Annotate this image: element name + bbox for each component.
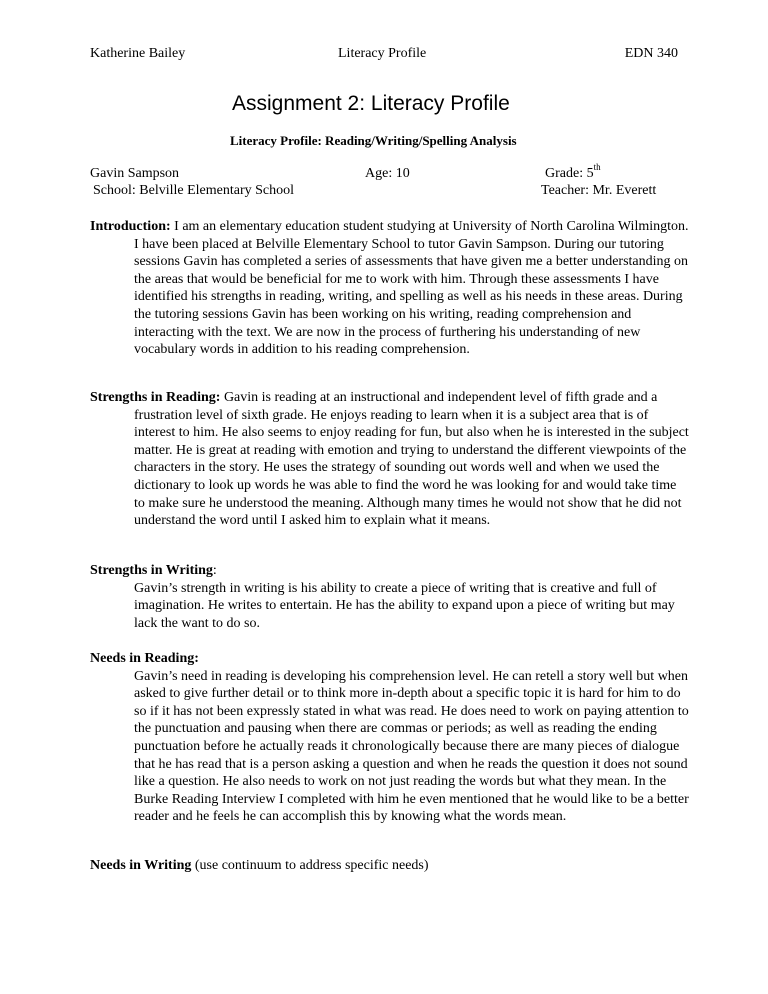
grade-suffix: th — [593, 162, 601, 173]
page-header — [90, 44, 678, 64]
profile-subtitle: Literacy Profile: Reading/Writing/Spelling Analysis — [230, 133, 517, 148]
needs-reading-text: Gavin’s need in reading is developing his comprehension level. He can retell a story well but when asked to give further detail or to think more in-depth about a specific topic it is hard for him to do so if it has not been expressly stated in what was read. He does need to work on paying attention to the punctuation and pausing when there are commas or periods; as well as reading the ending punctuation before he actually reads it chronologically because there are many pieces of dialogue that he has read that is a person asking a question and when he reads the question it does not sound like a question. He also needs to work on not just reading the words but what they mean. In the Burke Reading Interview I completed with him he even mentioned that he would like to be a better reader and he feels he can accomplish this by knowing what the words mean. — [134, 668, 689, 825]
section-needs-reading — [90, 650, 690, 826]
student-name: Gavin Sampson — [90, 166, 180, 181]
section-strengths-reading — [90, 389, 690, 530]
needs-writing-heading: Needs in Writing — [90, 858, 192, 873]
header-doc-title: Literacy Profile — [338, 46, 427, 61]
introduction-heading: Introduction: — [90, 219, 171, 234]
student-grade — [545, 162, 601, 183]
strengths-reading-text: Gavin is reading at an instructional and independent level of fifth grade and a frustration level of sixth grade. He enjoys reading to learn when it is a subject area that is of interest to him. He also seems to enjoy reading for fun, but also when he is interested in the subject matter. He is great at reading with emotion and trying to understand the different viewpoints of the characters in the story. He uses the strategy of sounding out words well and when we used the dictionary to look up words he was able to find the word he was looking for and would take time to make sure he understood the meaning. Although many times he would not show that he did not understand the word until I asked him to explain what it means. — [134, 390, 689, 529]
strengths-writing-heading: Strengths in Writing — [90, 563, 213, 578]
section-needs-writing — [90, 857, 690, 875]
assignment-title: Assignment 2: Literacy Profile — [232, 92, 510, 115]
needs-writing-text: (use continuum to address specific needs) — [191, 858, 429, 873]
strengths-reading-heading: Strengths in Reading: — [90, 390, 221, 405]
section-strengths-writing — [90, 562, 690, 632]
strengths-writing-text: Gavin’s strength in writing is his ability to create a piece of writing that is creative and full of imagination. He writes to entertain. He has the ability to expand upon a piece of writing but may lack the want to do so. — [134, 580, 675, 631]
introduction-text: I am an elementary education student studying at University of North Carolina Wilmington. I have been placed at Belville Elementary School to tutor Gavin Sampson. During our tutoring sessions Gavin has completed a series of assessments that have given me a better understanding on the areas that would be beneficial for me to work with him. Through these assessments I have identified his strengths in reading, writing, and spelling as well as his needs in these areas. During the tutoring sessions Gavin has been working on his writing, reading comprehension and interacting with the text. We are now in the process of furthering his understanding of new vocabulary words in addition to his reading comprehension. — [134, 219, 689, 358]
student-teacher: Teacher: Mr. Everett — [541, 183, 657, 198]
grade-value: Grade: 5 — [545, 166, 594, 181]
header-author: Katherine Bailey — [90, 46, 186, 61]
needs-reading-heading: Needs in Reading: — [90, 651, 199, 666]
student-age: Age: 10 — [365, 166, 410, 181]
student-school: School: Belville Elementary School — [93, 183, 295, 198]
section-introduction — [90, 218, 690, 359]
strengths-writing-colon: : — [212, 563, 217, 578]
header-course: EDN 340 — [624, 46, 678, 61]
